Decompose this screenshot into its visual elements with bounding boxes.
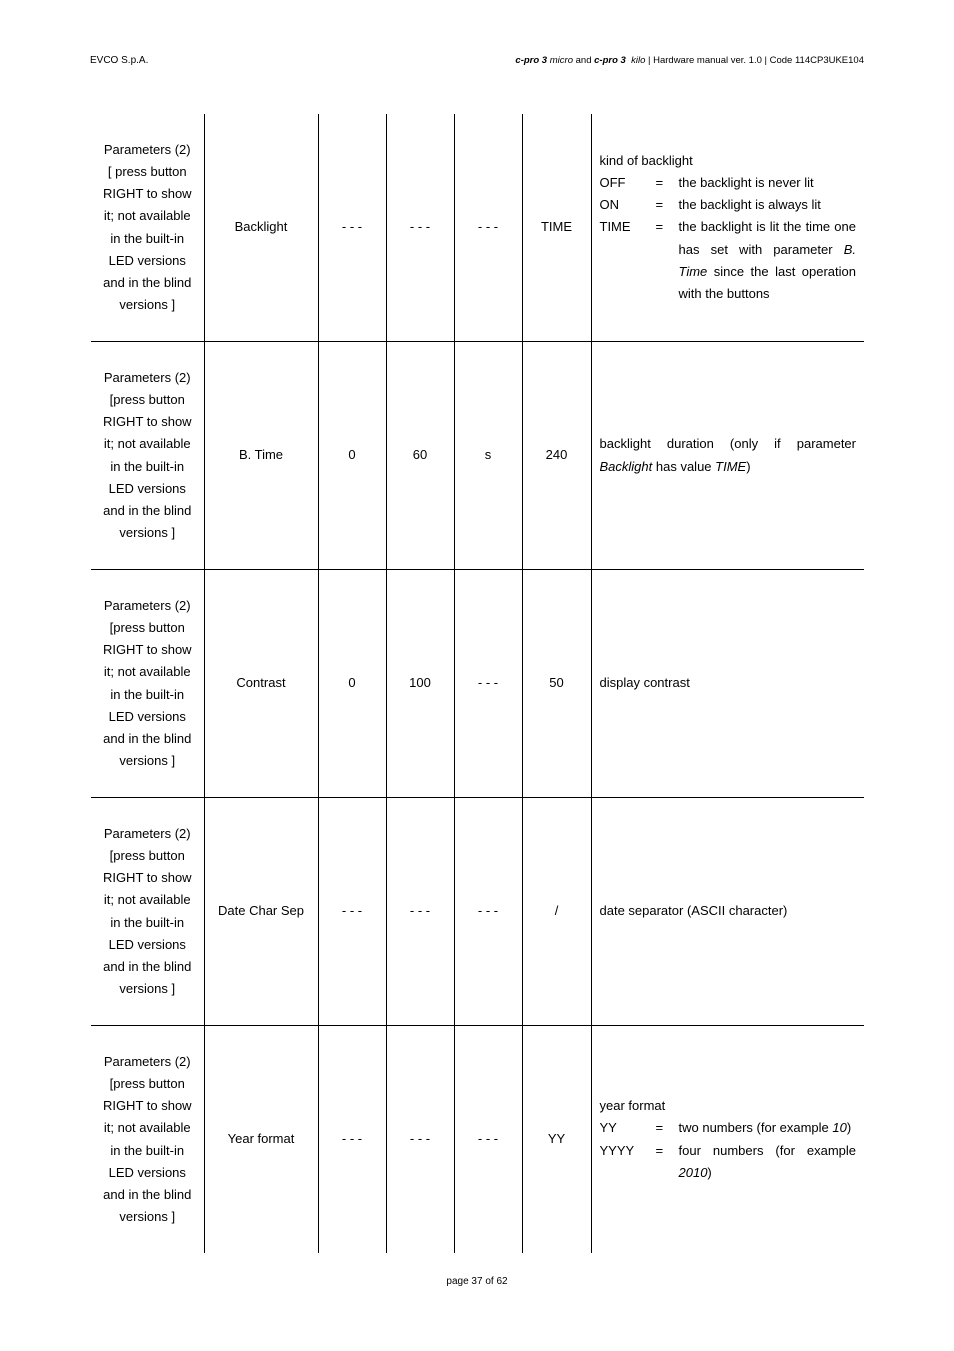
cell-default: 240 (522, 342, 591, 570)
cell-unit: - - - (454, 570, 522, 798)
cell-description: display contrast (591, 570, 864, 798)
table-row (91, 114, 864, 342)
cell-unit: s (454, 342, 522, 570)
header-manual-title: c-pro 3 micro and c-pro 3 kilo | Hardware manual ver. 1.0 | Code 114CP3UKE104 (515, 55, 864, 66)
option-yyyy: YYYY = four numbers (for example 2010) (599, 1142, 856, 1180)
cell-default: 50 (522, 570, 591, 798)
page-number: page 37 of 62 (446, 1276, 508, 1287)
cell-default: / (522, 798, 591, 1026)
cell-parameter-name: Year format (204, 1026, 318, 1254)
cell-location: Parameters (2) [ press button RIGHT to show it; not available in the built-in LED versions and in the blind versions ] (91, 114, 204, 342)
cell-max: - - - (386, 1026, 454, 1254)
table-row (91, 342, 864, 570)
cell-max: 60 (386, 342, 454, 570)
option-off: OFF = the backlight is never lit (599, 174, 814, 190)
table-row (91, 570, 864, 798)
cell-unit: - - - (454, 798, 522, 1026)
cell-description (591, 114, 864, 342)
cell-description: backlight duration (only if parameter Backlight has value TIME) (591, 342, 864, 570)
description-intro: year format (599, 1098, 666, 1114)
cell-min: 0 (318, 570, 386, 798)
cell-parameter-name: B. Time (204, 342, 318, 570)
cell-location: Parameters (2) [press button RIGHT to show it; not available in the built-in LED versions and in the blind versions ] (91, 570, 204, 798)
cell-location: Parameters (2) [press button RIGHT to show it; not available in the built-in LED versions and in the blind versions ] (91, 1026, 204, 1254)
cell-parameter-name: Backlight (204, 114, 318, 342)
option-time: TIME = the backlight is lit the time one has set with parameter B. Time since the last operation with the buttons (599, 219, 856, 301)
option-yy: YY = two numbers (for example 10) (599, 1120, 852, 1136)
table-row (91, 798, 864, 1026)
cell-description: date separator (ASCII character) (591, 798, 864, 1026)
cell-parameter-name: Date Char Sep (204, 798, 318, 1026)
table-row (91, 1026, 864, 1254)
cell-default: YY (522, 1026, 591, 1254)
cell-location: Parameters (2) [press button RIGHT to show it; not available in the built-in LED versions and in the blind versions ] (91, 342, 204, 570)
parameters-table (91, 114, 864, 1253)
cell-min: 0 (318, 342, 386, 570)
cell-max: - - - (386, 798, 454, 1026)
cell-unit: - - - (454, 114, 522, 342)
cell-parameter-name: Contrast (204, 570, 318, 798)
cell-min: - - - (318, 114, 386, 342)
header-company: EVCO S.p.A. (90, 55, 149, 66)
option-on: ON = the backlight is always lit (599, 197, 821, 213)
cell-max: 100 (386, 570, 454, 798)
cell-default: TIME (522, 114, 591, 342)
cell-unit: - - - (454, 1026, 522, 1254)
cell-max: - - - (386, 114, 454, 342)
cell-description (591, 1026, 864, 1254)
cell-min: - - - (318, 798, 386, 1026)
cell-min: - - - (318, 1026, 386, 1254)
description-intro: kind of backlight (599, 152, 693, 168)
cell-location: Parameters (2) [press button RIGHT to show it; not available in the built-in LED versions and in the blind versions ] (91, 798, 204, 1026)
